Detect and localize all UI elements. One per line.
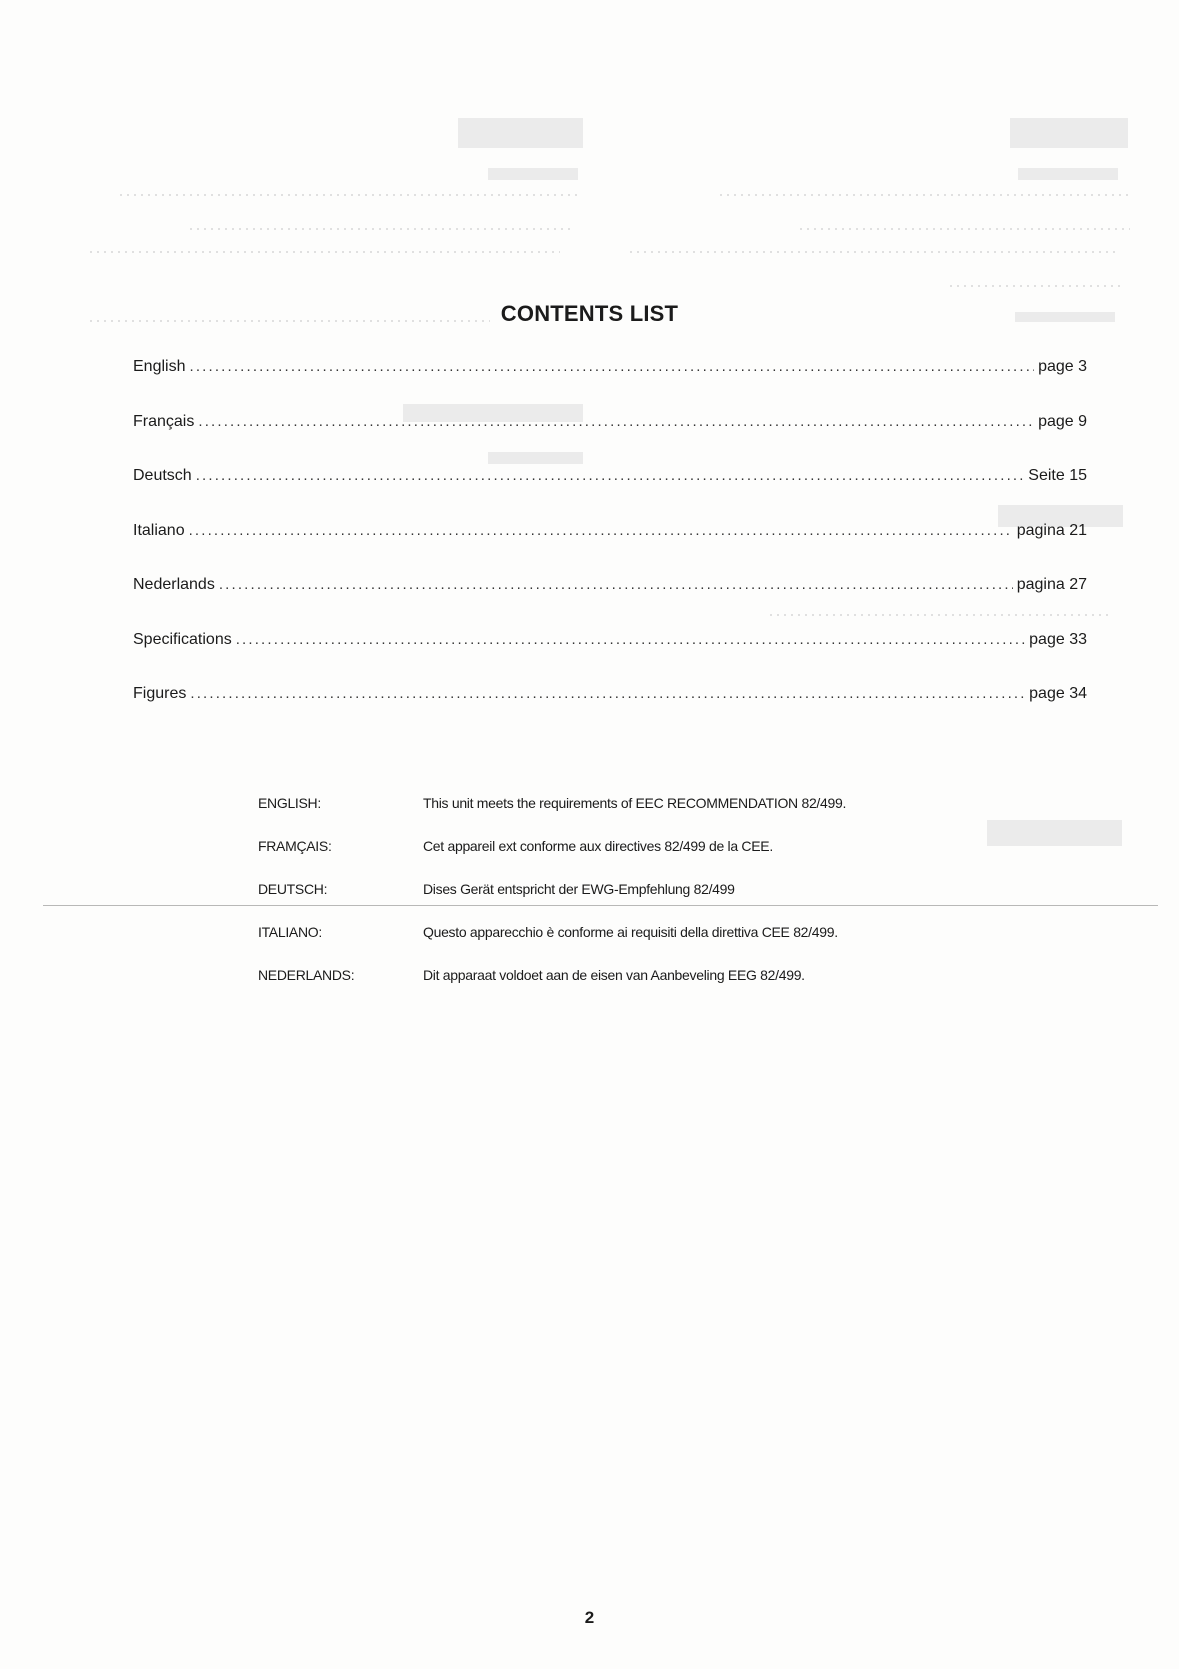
notice-text: This unit meets the requirements of EEC RECOMMENDATION 82/499. [423, 795, 847, 811]
toc-entry[interactable] [133, 685, 1087, 740]
toc-entry-label: Italiano [133, 521, 185, 539]
toc-entry-page: page 9 [1038, 412, 1087, 430]
toc-entry[interactable] [133, 467, 1087, 522]
toc-entry-label: Specifications [133, 630, 232, 648]
page-number: 2 [584, 1608, 595, 1627]
notice-text: Dit apparaat voldoet aan de eisen van Aanbeveling EEG 82/499. [423, 967, 805, 983]
toc-entry-page: page 34 [1029, 685, 1087, 702]
notice-language: ENGLISH: [258, 795, 321, 811]
compliance-notice [258, 967, 958, 1010]
toc-entry[interactable] [133, 413, 1087, 468]
compliance-notice [258, 795, 958, 838]
toc-entry[interactable] [133, 631, 1087, 686]
notice-text: Cet appareil ext conforme aux directives 82/499 de la CEE. [423, 838, 773, 854]
dot-leader [190, 685, 1025, 702]
compliance-notice [258, 838, 958, 881]
toc-entry-page: Seite 15 [1028, 467, 1087, 484]
toc-entry[interactable] [133, 358, 1087, 413]
bleed-through-mark [120, 194, 580, 196]
bleed-through-mark [458, 118, 583, 148]
toc-entry-label: Deutsch [133, 467, 192, 484]
page-title: CONTENTS LIST [500, 301, 679, 326]
dot-leader [198, 413, 1034, 430]
toc-entry[interactable] [133, 576, 1087, 631]
toc-entry[interactable] [133, 522, 1087, 577]
dot-leader [236, 631, 1025, 648]
bleed-through-mark [1010, 118, 1128, 148]
notice-language: NEDERLANDS: [258, 967, 355, 983]
notice-language: DEUTSCH: [258, 881, 328, 897]
notice-language: ITALIANO: [258, 924, 322, 940]
dot-leader [189, 358, 1034, 375]
bleed-through-mark [488, 168, 578, 180]
toc-entry-page: pagina 21 [1016, 521, 1087, 539]
toc-entry-page: page 3 [1038, 358, 1087, 375]
compliance-notice [258, 924, 958, 967]
contents-list [133, 358, 1087, 740]
toc-entry-label: English [133, 358, 186, 375]
compliance-notices [258, 795, 958, 1010]
dot-leader [189, 522, 1013, 539]
bleed-through-mark [630, 251, 1120, 253]
bleed-through-mark [1018, 168, 1118, 180]
dot-leader [196, 467, 1025, 484]
bleed-through-mark [720, 194, 1130, 196]
toc-entry-label: Nederlands [133, 576, 215, 593]
bleed-through-mark [950, 285, 1120, 287]
toc-entry-page: page 33 [1029, 630, 1087, 648]
bleed-through-mark [987, 820, 1122, 846]
bleed-through-mark [190, 228, 570, 230]
notice-text: Questo apparecchio è conforme ai requisiti della direttiva CEE 82/499. [423, 924, 838, 940]
bleed-through-mark [800, 228, 1130, 230]
toc-entry-label: Figures [133, 685, 187, 702]
notice-text: Dises Gerät entspricht der EWG-Empfehlung 82/499 [423, 881, 735, 897]
bleed-through-mark [90, 251, 560, 253]
toc-entry-label: Français [133, 412, 195, 430]
dot-leader [219, 576, 1013, 593]
toc-entry-page: pagina 27 [1016, 576, 1087, 593]
compliance-notice [258, 881, 958, 924]
notice-language: FRAMÇAIS: [258, 838, 332, 854]
